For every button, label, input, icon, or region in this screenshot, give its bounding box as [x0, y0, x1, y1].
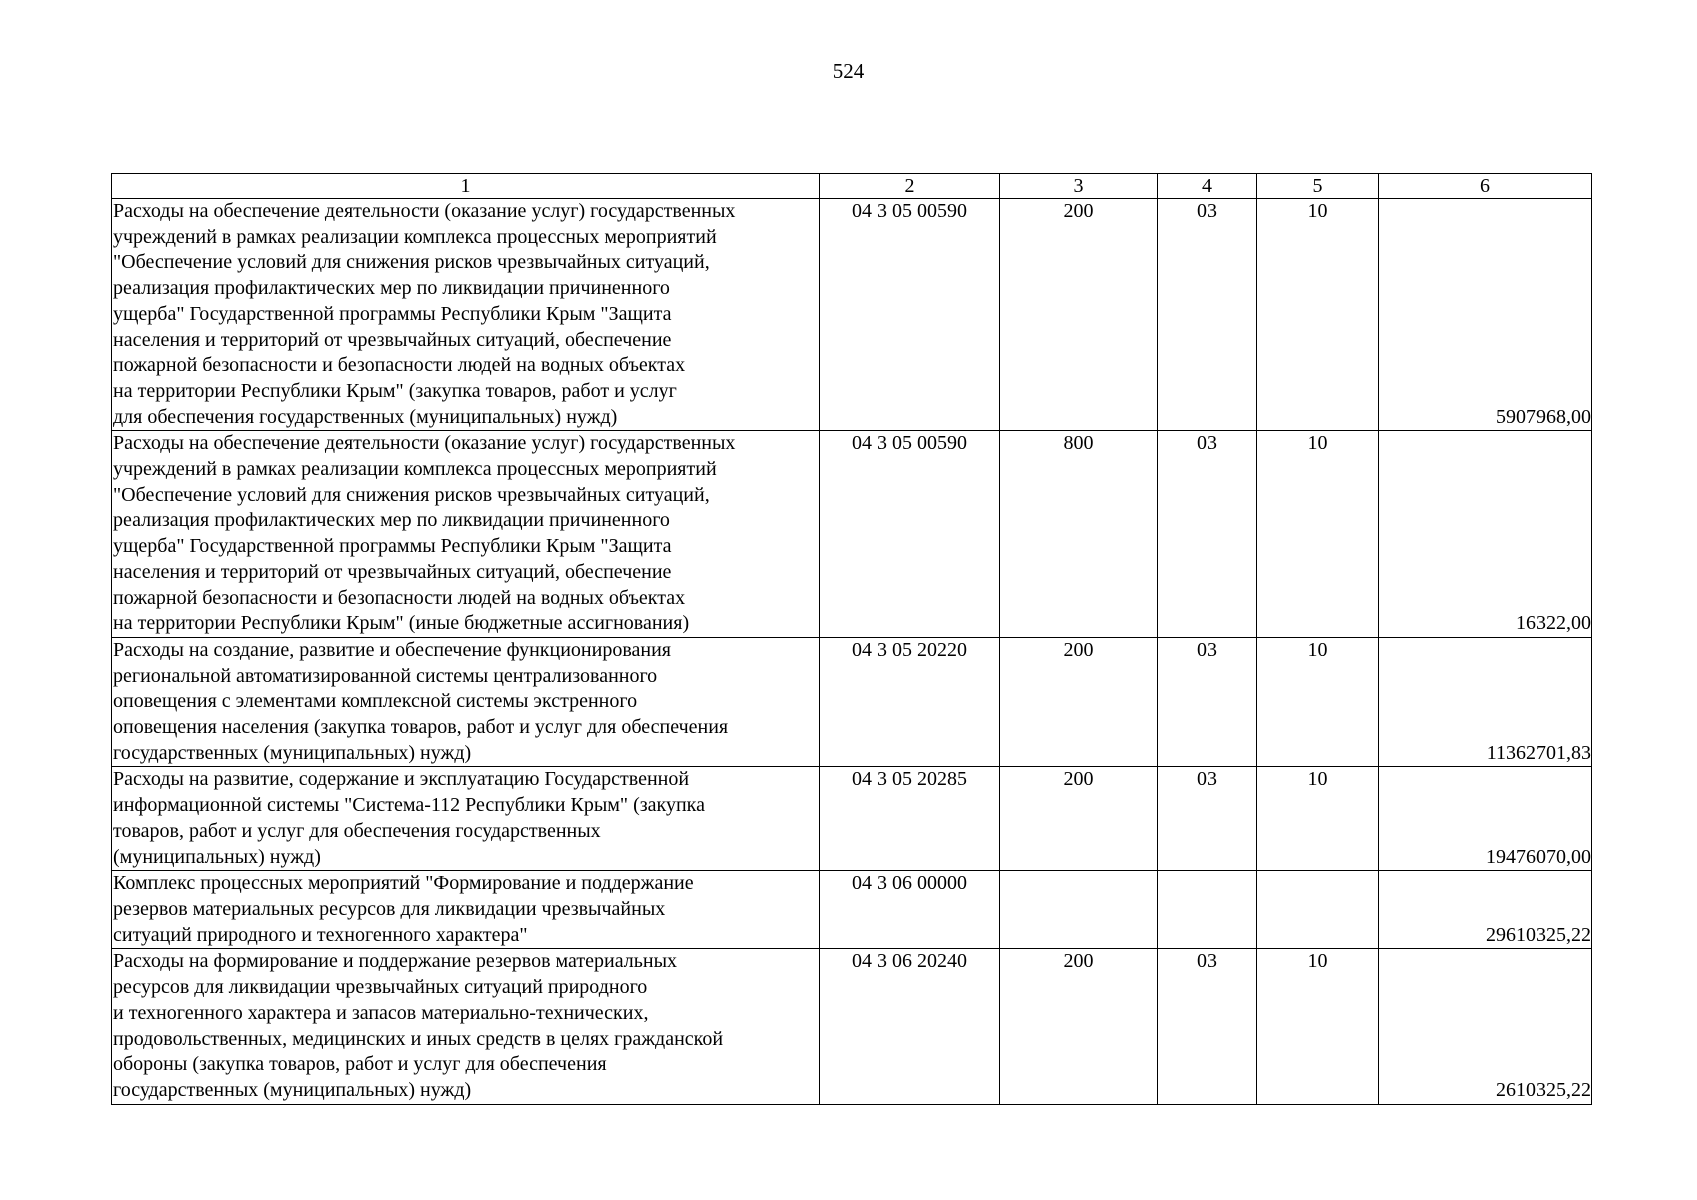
section-code: 03	[1158, 767, 1257, 871]
section-code: 03	[1158, 199, 1257, 431]
budget-table	[111, 173, 1592, 1105]
target-article-code: 04 3 06 00000	[820, 871, 1000, 949]
amount: 2610325,22	[1379, 949, 1592, 1104]
subsection-code: 10	[1257, 949, 1379, 1104]
amount: 19476070,00	[1379, 767, 1592, 871]
target-article-code: 04 3 06 20240	[820, 949, 1000, 1104]
subsection-code	[1257, 871, 1379, 949]
table-row	[112, 767, 1592, 871]
table-row	[112, 949, 1592, 1104]
section-code: 03	[1158, 637, 1257, 767]
column-header: 6	[1379, 174, 1592, 199]
target-article-code: 04 3 05 20220	[820, 637, 1000, 767]
column-header: 3	[1000, 174, 1158, 199]
section-code	[1158, 871, 1257, 949]
subsection-code: 10	[1257, 199, 1379, 431]
subsection-code: 10	[1257, 767, 1379, 871]
expense-description: Расходы на обеспечение деятельности (оказание услуг) государственных учреждений в рамках реализации комплекса процессных мероприятий "Обеспечение условий для снижения рисков чрезвычайных ситуаций, реализация профилактических мер по ликвидации причиненного ущерба" Государственной программы Республики Крым "Защита населения и территорий от чрезвычайных ситуаций, обеспечение пожарной безопасности и безопасности людей на водных объектах на территории Республики Крым" (закупка товаров, работ и услуг для обеспечения государственных (муниципальных) нужд)	[112, 199, 820, 431]
expense-type-code: 200	[1000, 767, 1158, 871]
table-row	[112, 199, 1592, 431]
amount: 16322,00	[1379, 431, 1592, 638]
expense-type-code	[1000, 871, 1158, 949]
amount: 11362701,83	[1379, 637, 1592, 767]
expense-description: Расходы на создание, развитие и обеспечение функционирования региональной автоматизированной системы централизованного оповещения с элементами комплексной системы экстренного оповещения населения (закупка товаров, работ и услуг для обеспечения государственных (муниципальных) нужд)	[112, 637, 820, 767]
expense-type-code: 200	[1000, 637, 1158, 767]
column-header: 5	[1257, 174, 1379, 199]
expense-description: Расходы на формирование и поддержание резервов материальных ресурсов для ликвидации чрезвычайных ситуаций природного и техногенного характера и запасов материально-технических, продовольственных, медицинских и иных средств в целях гражданской обороны (закупка товаров, работ и услуг для обеспечения государственных (муниципальных) нужд)	[112, 949, 820, 1104]
page-number: 524	[832, 59, 865, 83]
table-header-row	[112, 174, 1592, 199]
table-row	[112, 871, 1592, 949]
table-row	[112, 637, 1592, 767]
expense-type-code: 200	[1000, 199, 1158, 431]
target-article-code: 04 3 05 00590	[820, 199, 1000, 431]
section-code: 03	[1158, 949, 1257, 1104]
expense-description: Расходы на обеспечение деятельности (оказание услуг) государственных учреждений в рамках реализации комплекса процессных мероприятий "Обеспечение условий для снижения рисков чрезвычайных ситуаций, реализация профилактических мер по ликвидации причиненного ущерба" Государственной программы Республики Крым "Защита населения и территорий от чрезвычайных ситуаций, обеспечение пожарной безопасности и безопасности людей на водных объектах на территории Республики Крым" (иные бюджетные ассигнования)	[112, 431, 820, 638]
column-header: 2	[820, 174, 1000, 199]
subsection-code: 10	[1257, 637, 1379, 767]
column-header: 1	[112, 174, 820, 199]
expense-type-code: 800	[1000, 431, 1158, 638]
expense-description: Расходы на развитие, содержание и эксплуатацию Государственной информационной системы "Система-112 Республики Крым" (закупка товаров, работ и услуг для обеспечения государственных (муниципальных) нужд)	[112, 767, 820, 871]
expense-type-code: 200	[1000, 949, 1158, 1104]
expense-description: Комплекс процессных мероприятий "Формирование и поддержание резервов материальных ресурсов для ликвидации чрезвычайных ситуаций природного и техногенного характера"	[112, 871, 820, 949]
section-code: 03	[1158, 431, 1257, 638]
subsection-code: 10	[1257, 431, 1379, 638]
table-row	[112, 431, 1592, 638]
target-article-code: 04 3 05 00590	[820, 431, 1000, 638]
column-header: 4	[1158, 174, 1257, 199]
amount: 29610325,22	[1379, 871, 1592, 949]
target-article-code: 04 3 05 20285	[820, 767, 1000, 871]
amount: 5907968,00	[1379, 199, 1592, 431]
